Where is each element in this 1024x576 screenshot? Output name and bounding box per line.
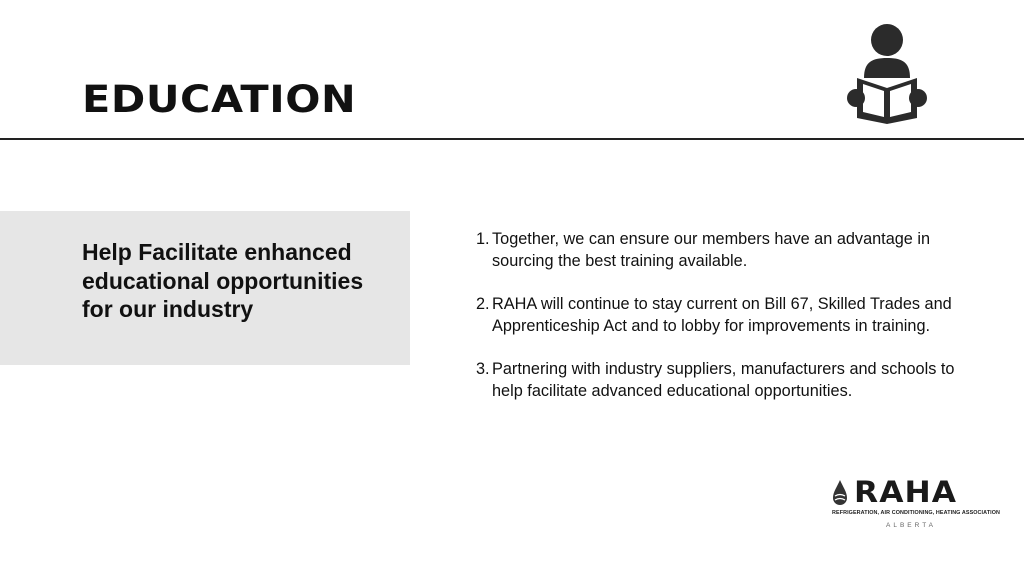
list-item — [476, 228, 986, 272]
header-divider — [0, 138, 1024, 140]
page-title: EDUCATION — [82, 78, 357, 121]
raha-logo — [830, 476, 1000, 536]
list-item — [476, 358, 986, 402]
callout-box — [0, 211, 410, 365]
list-item-text: RAHA will continue to stay current on Bill 67, Skilled Trades and Apprenticeship Act and to lobby for improvements in training. — [492, 295, 952, 335]
list-item-text: Together, we can ensure our members have an advantage in sourcing the best training available. — [492, 230, 931, 270]
list-item-number: 3. — [476, 360, 490, 378]
points-list — [476, 228, 986, 423]
person-reading-icon — [842, 22, 932, 124]
list-item — [476, 293, 986, 337]
list-item-text: Partnering with industry suppliers, manufacturers and schools to help facilitate advanced educational opportunities. — [492, 360, 955, 400]
list-item-number: 1. — [476, 230, 490, 248]
callout-text: Help Facilitate enhanced educational opportunities for our industry — [82, 239, 364, 322]
droplet-icon — [832, 480, 848, 506]
logo-tagline: REFRIGERATION, AIR CONDITIONING, HEATING ASSOCIATION — [832, 510, 1001, 516]
logo-province: ALBERTA — [886, 522, 937, 529]
list-item-number: 2. — [476, 295, 490, 313]
logo-wordmark: RAHA — [854, 475, 958, 509]
